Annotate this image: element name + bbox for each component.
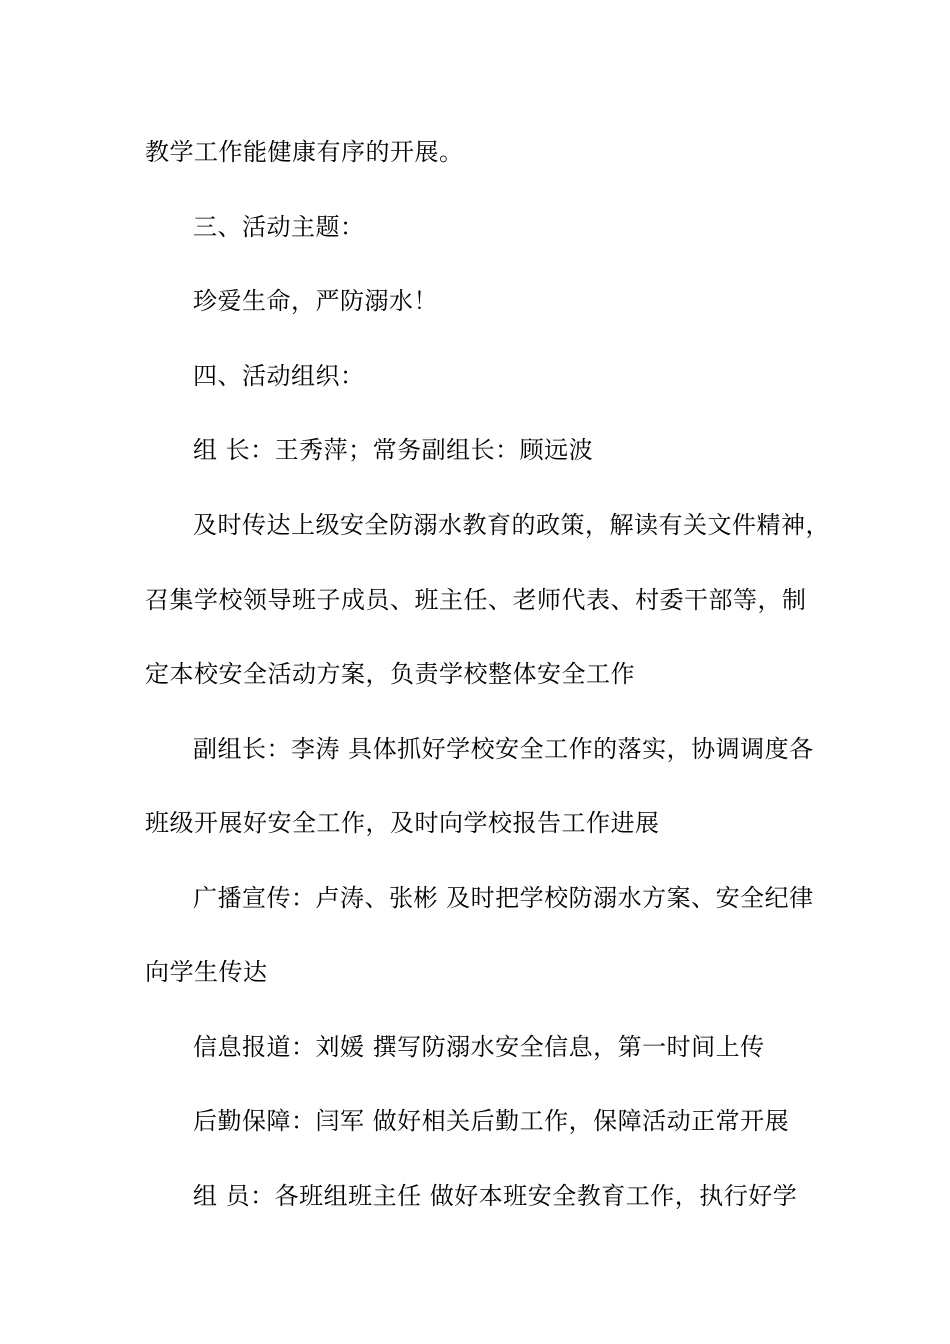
paragraph-line: 班级开展好安全工作，及时向学校报告工作进展	[145, 809, 660, 837]
team-members-line: 组 员：各班组班主任 做好本班安全教育工作，执行好学	[193, 1182, 798, 1210]
paragraph-line: 教学工作能健康有序的开展。	[145, 138, 464, 166]
paragraph-line: 定本校安全活动方案，负责学校整体安全工作	[145, 660, 635, 688]
deputy-leader-line: 副组长：李涛 具体抓好学校安全工作的落实，协调调度各	[193, 735, 814, 763]
team-leader-line: 组 长：王秀萍；常务副组长：顾远波	[193, 436, 594, 464]
activity-theme-text: 珍爱生命，严防溺水！	[193, 287, 438, 315]
news-report-line: 信息报道：刘媛 撰写防溺水安全信息，第一时间上传	[193, 1033, 765, 1061]
section-heading-activity-organization: 四、活动组织：	[193, 362, 365, 390]
broadcast-line: 广播宣传：卢涛、张彬 及时把学校防溺水方案、安全纪律	[193, 884, 814, 912]
section-heading-activity-theme: 三、活动主题：	[193, 213, 365, 241]
paragraph-line: 及时传达上级安全防溺水教育的政策，解读有关文件精神，	[193, 511, 830, 539]
paragraph-line: 向学生传达	[145, 958, 268, 986]
logistics-line: 后勤保障：闫军 做好相关后勤工作，保障活动正常开展	[193, 1107, 790, 1135]
paragraph-line: 召集学校领导班子成员、班主任、老师代表、村委干部等，制	[145, 586, 807, 614]
